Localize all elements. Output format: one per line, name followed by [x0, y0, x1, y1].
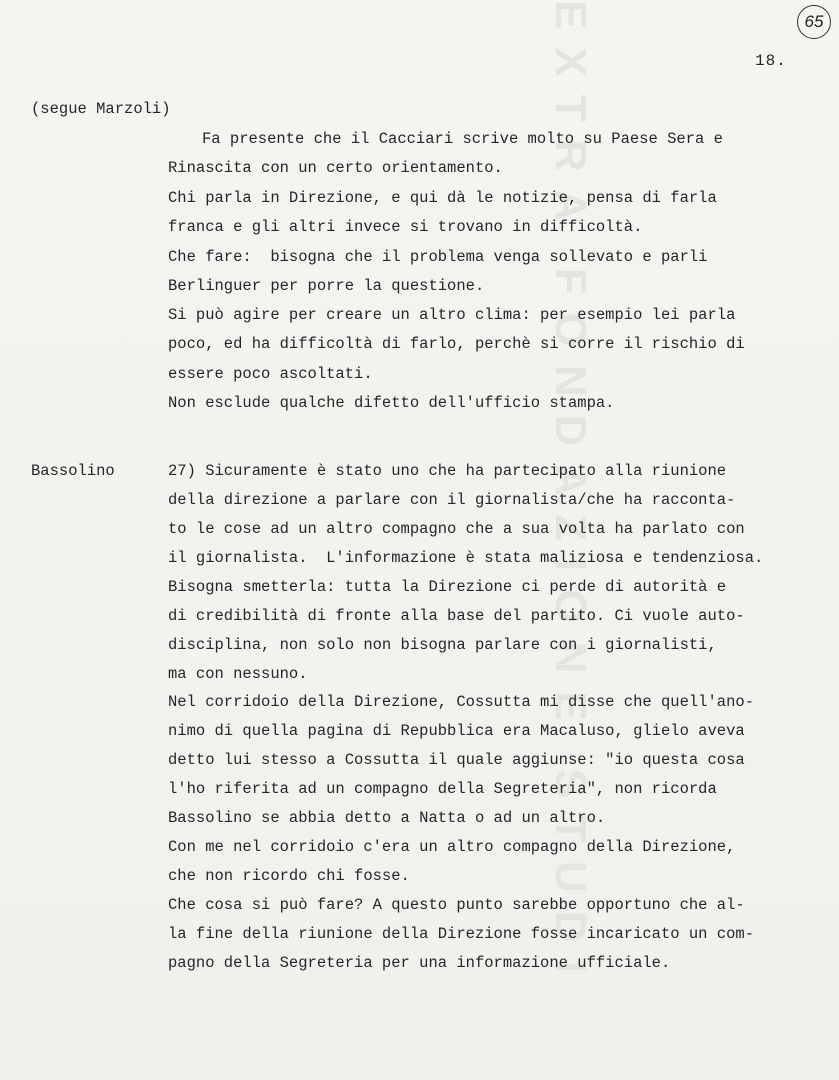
text-line: Che fare: bisogna che il problema venga sollevato e parli — [168, 248, 708, 266]
text-line: pagno della Segreteria per una informazione ufficiale. — [168, 954, 671, 972]
text-line: 27) Sicuramente è stato uno che ha partecipato alla riunione — [168, 462, 727, 480]
text-line: Rinascita con un certo orientamento. — [168, 159, 503, 177]
text-line: il giornalista. L'informazione è stata maliziosa e tendenziosa. — [168, 549, 764, 567]
text-line: Che cosa si può fare? A questo punto sarebbe opportuno che al- — [168, 896, 745, 914]
text-line: franca e gli altri invece si trovano in difficoltà. — [168, 218, 643, 236]
text-line: Si può agire per creare un altro clima: per esempio lei parla — [168, 306, 736, 324]
text-line: Non esclude qualche difetto dell'ufficio stampa. — [168, 394, 615, 412]
text-line: nimo di quella pagina di Repubblica era Macaluso, glielo aveva — [168, 722, 745, 740]
text-line: la fine della riunione della Direzione fosse incaricato un com- — [168, 925, 754, 943]
text-line: to le cose ad un altro compagno che a sua volta ha parlato con — [168, 520, 745, 538]
text-line: della direzione a parlare con il giornalista/che ha racconta- — [168, 491, 736, 509]
text-line: poco, ed ha difficoltà di farlo, perchè si corre il rischio di — [168, 335, 745, 353]
archive-stamp: 65 — [797, 5, 831, 39]
text-line: Bisogna smetterla: tutta la Direzione ci perde di autorità e — [168, 578, 727, 596]
text-line: di credibilità di fronte alla base del partito. Ci vuole auto- — [168, 607, 745, 625]
section-heading-marzoli: (segue Marzoli) — [31, 100, 171, 118]
archive-watermark: EXTRA FONDAZIONE STUDI — [546, 0, 595, 991]
text-line: che non ricordo chi fosse. — [168, 867, 410, 885]
speaker-name: Bassolino — [31, 462, 115, 480]
text-line: ma con nessuno. — [168, 665, 308, 683]
text-line: detto lui stesso a Cossutta il quale aggiunse: "io questa cosa — [168, 751, 745, 769]
text-line: Fa presente che il Cacciari scrive molto su Paese Sera e — [202, 130, 723, 148]
text-line: Berlinguer per porre la questione. — [168, 277, 485, 295]
text-line: l'ho riferita ad un compagno della Segreteria", non ricorda — [168, 780, 717, 798]
page-number: 18. — [755, 52, 787, 70]
text-line: Bassolino se abbia detto a Natta o ad un altro. — [168, 809, 606, 827]
text-line: Nel corridoio della Direzione, Cossutta mi disse che quell'ano- — [168, 693, 754, 711]
text-line: essere poco ascoltati. — [168, 365, 373, 383]
text-line: Con me nel corridoio c'era un altro compagno della Direzione, — [168, 838, 736, 856]
text-line: disciplina, non solo non bisogna parlare con i giornalisti, — [168, 636, 717, 654]
text-line: Chi parla in Direzione, e qui dà le notizie, pensa di farla — [168, 189, 717, 207]
